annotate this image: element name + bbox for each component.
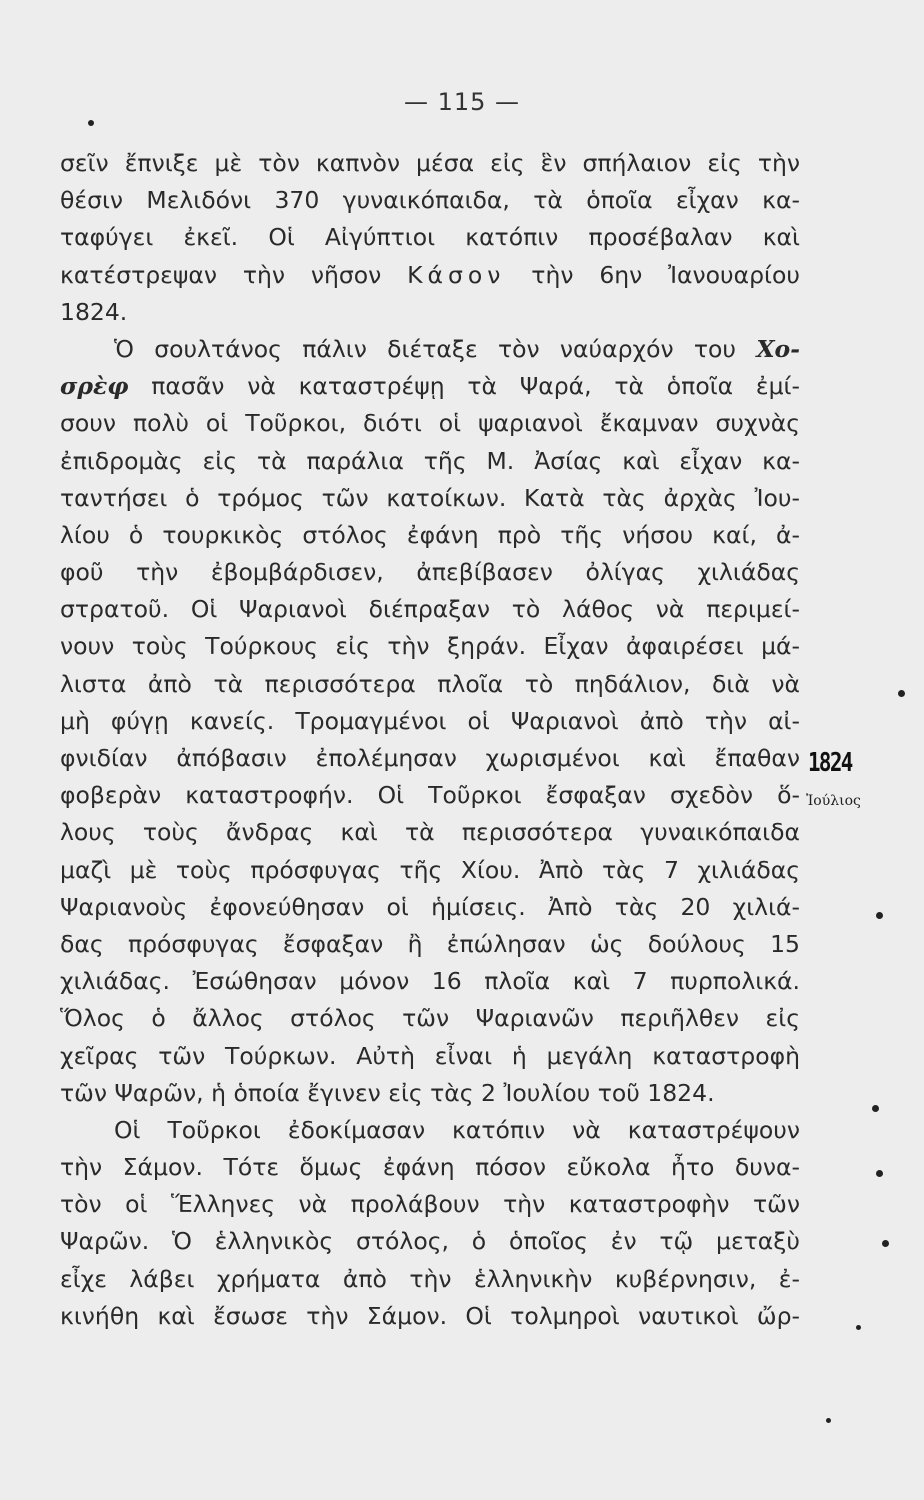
- text-line: Ὅλος ὁ ἄλλος στόλος τῶν Ψαριανῶν περιῆλθεν εἰς: [60, 1004, 800, 1033]
- text-line: [60, 368, 800, 405]
- ink-speck: [872, 1105, 879, 1112]
- text-line: μὴ φύγῃ κανείς. Τρομαγμένοι οἱ Ψαριανοὶ ἀπὸ τὴν αἰ-: [60, 706, 800, 735]
- text-line: εἶχε λάβει χρήματα ἀπὸ τὴν ἑλληνικὴν κυβέρνησιν, ἐ-: [60, 1264, 800, 1293]
- text-line: χιλιάδας. Ἐσώθησαν μόνον 16 πλοῖα καὶ 7 πυρπολικά.: [60, 967, 800, 996]
- text-line: χεῖρας τῶν Τούρκων. Αὐτὴ εἶναι ἡ μεγάλη καταστροφὴ: [60, 1041, 800, 1070]
- text-line: στρατοῦ. Οἱ Ψαριανοὶ διέπραξαν τὸ λάθος νὰ περιμεί-: [60, 595, 800, 624]
- text-segment: κατέστρεψαν τὴν νῆσον: [60, 260, 382, 289]
- ink-speck: [882, 1240, 889, 1247]
- text-segment: πασᾶν νὰ καταστρέψῃ τὰ Ψαρά, τὰ ὁποῖα ἐμί-: [151, 372, 800, 401]
- ink-speck: [826, 1418, 831, 1423]
- text-line: λους τοὺς ἄνδρας καὶ τὰ περισσότερα γυναικόπαιδα: [60, 818, 800, 847]
- text-line: κινήθη καὶ ἔσωσε τὴν Σάμον. Οἱ τολμηροὶ ναυτικοὶ ὤρ-: [60, 1301, 800, 1330]
- text-line: σουν πολὺ οἱ Τοῦρκοι, διότι οἱ ψαριανοὶ ἔκαμναν συχνὰς: [60, 409, 800, 438]
- margin-note-year: 1824: [808, 748, 852, 778]
- text-line: μαζὶ μὲ τοὺς πρόσφυγας τῆς Χίου. Ἀπὸ τὰς 7 χιλιάδας: [60, 855, 800, 884]
- ink-speck: [88, 120, 94, 126]
- text-line: Οἱ Τοῦρκοι ἐδοκίμασαν κατόπιν νὰ καταστρέψουν: [114, 1115, 800, 1144]
- page-number: — 115 —: [403, 88, 521, 116]
- text-line: λίου ὁ τουρκικὸς στόλος ἐφάνη πρὸ τῆς νήσου καί, ἀ-: [60, 520, 800, 549]
- text-line: ταντήσει ὁ τρόμος τῶν κατοίκων. Κατὰ τὰς ἀρχὰς Ἰου-: [60, 483, 800, 512]
- text-line: σεῖν ἔπνιξε μὲ τὸν καπνὸν μέσα εἰς ἓν σπήλαιον εἰς τὴν: [60, 149, 800, 177]
- spaced-name-kason: Κάσον: [407, 260, 506, 289]
- emphasized-name: Χο-: [756, 334, 800, 363]
- text-line: ταφύγει ἐκεῖ. Οἱ Αἰγύπτιοι κατόπιν προσέβαλαν καὶ: [60, 223, 800, 252]
- ink-speck: [876, 912, 883, 919]
- ink-speck: [898, 690, 905, 697]
- text-line: Ψαριανοὺς ἐφονεύθησαν οἱ ἡμίσεις. Ἀπὸ τὰς 20 χιλιά-: [60, 892, 800, 921]
- ink-speck: [876, 1170, 883, 1177]
- text-line: ἐπιδρομὰς εἰς τὰ παράλια τῆς Μ. Ἀσίας καὶ εἶχαν κα-: [60, 446, 800, 475]
- text-line: φοβερὰν καταστροφήν. Οἱ Τοῦρκοι ἔσφαξαν σχεδὸν ὅ-: [60, 781, 800, 810]
- text-line: λιστα ἀπὸ τὰ περισσότερα πλοῖα τὸ πηδάλιον, διὰ νὰ: [60, 669, 800, 698]
- text-line: τῶν Ψαρῶν, ἡ ὁποία ἔγινεν εἰς τὰς 2 Ἰουλίου τοῦ 1824.: [60, 1078, 715, 1107]
- body-text: [60, 145, 800, 1335]
- text-line: τὸν οἱ Ἕλληνες νὰ προλάβουν τὴν καταστροφὴν τῶν: [60, 1190, 800, 1219]
- text-segment: Ὁ σουλτάνος πάλιν διέταξε τὸν ναύαρχόν του: [114, 334, 737, 363]
- emphasized-name: σρὲφ: [60, 372, 129, 401]
- ink-speck: [856, 1325, 861, 1330]
- text-line: δας πρόσφυγας ἔσφαξαν ἢ ἐπώλησαν ὡς δούλους 15: [60, 929, 800, 958]
- text-line: [60, 331, 800, 368]
- margin-note-month: Ἰούλιος: [806, 793, 861, 809]
- text-line: νουν τοὺς Τούρκους εἰς τὴν ξηράν. Εἶχαν ἀφαιρέσει μά-: [60, 632, 800, 661]
- text-line: 1824.: [60, 297, 128, 326]
- text-line: θέσιν Μελιδόνι 370 γυναικόπαιδα, τὰ ὁποῖα εἶχαν κα-: [60, 186, 800, 215]
- text-line: [60, 257, 800, 294]
- text-segment: τὴν 6ην Ἰανουαρίου: [531, 260, 800, 289]
- text-line: τὴν Σάμον. Τότε ὅμως ἐφάνη πόσον εὔκολα ἦτο δυνα-: [60, 1153, 800, 1182]
- text-line: φοῦ τὴν ἐβομβάρδισεν, ἀπεβίβασεν ὀλίγας χιλιάδας: [60, 558, 800, 587]
- text-line: Ψαρῶν. Ὁ ἑλληνικὸς στόλος, ὁ ὁποῖος ἐν τῷ μεταξὺ: [60, 1227, 800, 1256]
- text-line: φνιδίαν ἀπόβασιν ἐπολέμησαν χωρισμένοι καὶ ἔπαθαν: [60, 744, 800, 772]
